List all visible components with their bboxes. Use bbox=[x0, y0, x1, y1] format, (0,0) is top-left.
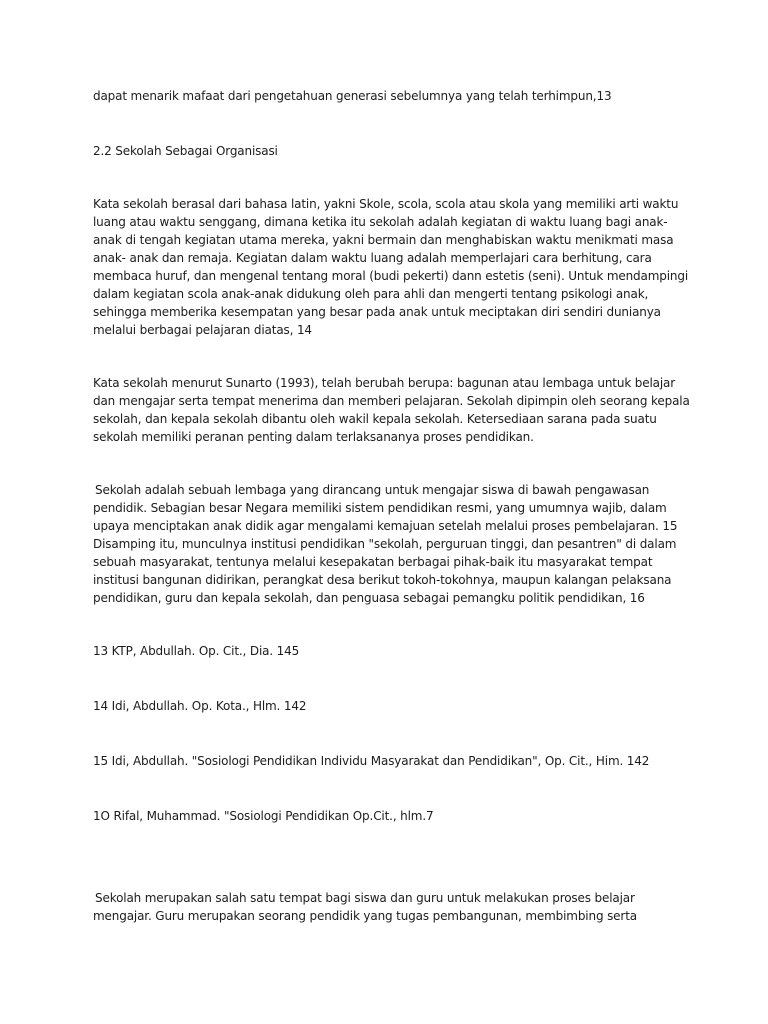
text-line: Sekolah adalah sebuah lembaga yang dirancang untuk mengajar siswa di bawah pengawasan bbox=[95, 483, 650, 497]
text-line: dan mengajar serta tempat menerima dan memberi pelajaran. Sekolah dipimpin oleh seorang kepala bbox=[93, 394, 690, 408]
text-line: mengajar. Guru merupakan seorang pendidik yang tugas pembangunan, membimbing serta bbox=[93, 909, 637, 923]
footnote-text: 15 Idi, Abdullah. "Sosiologi Pendidikan Individu Masyarakat dan Pendidikan", Op. Cit., Him. 142 bbox=[93, 754, 650, 768]
footnote-text: 1O Rifal, Muhammad. "Sosiologi Pendidikan Op.Cit., hlm.7 bbox=[93, 809, 434, 823]
text-line: anak- anak dan remaja. Kegiatan dalam waktu luang adalah memperlajari cara berhitung, cara bbox=[93, 251, 652, 265]
text-line: sekolah, dan kepala sekolah dibantu oleh wakil kepala sekolah. Ketersediaan sarana pada suatu bbox=[93, 412, 657, 426]
text-line: pendidik. Sebagian besar Negara memiliki sistem pendidikan resmi, yang umumnya wajib, dalam bbox=[93, 501, 667, 515]
text-line: Kata sekolah menurut Sunarto (1993), telah berubah berupa: bagunan atau lembaga untuk belajar bbox=[93, 376, 676, 390]
text-line: institusi bangunan didirikan, perangkat desa berikut tokoh-tokohnya, maupun kalangan pelaksana bbox=[93, 573, 672, 587]
text-line: dalam kegiatan scola anak-anak didukung oleh para ahli dan mengerti tentang psikologi anak, bbox=[93, 287, 649, 301]
text-line: sehingga memberika kesempatan yang besar pada anak untuk meciptakan diri sendiri dunianya bbox=[93, 305, 661, 319]
text-line: Sekolah merupakan salah satu tempat bagi siswa dan guru untuk melakukan proses belajar bbox=[95, 891, 635, 905]
heading-text: 2.2 Sekolah Sebagai Organisasi bbox=[93, 144, 278, 158]
text-line: membaca huruf, dan mengenal tentang moral (budi pekerti) dann estetis (seni). Untuk mendampingi bbox=[93, 269, 689, 283]
text-line: Disamping itu, munculnya institusi pendidikan "sekolah, perguruan tinggi, dan pesantren" di dalam bbox=[93, 537, 677, 551]
footnote-text: 13 KTP, Abdullah. Op. Cit., Dia. 145 bbox=[93, 644, 300, 658]
text-line: melalui berbagai pelajaran diatas, 14 bbox=[93, 323, 312, 337]
text-line: sekolah memiliki peranan penting dalam terlaksananya proses pendidikan. bbox=[93, 430, 534, 444]
text-line: pendidikan, guru dan kepala sekolah, dan penguasa sebagai pemangku politik pendidikan, 16 bbox=[93, 591, 645, 605]
text-line: dapat menarik mafaat dari pengetahuan generasi sebelumnya yang telah terhimpun,13 bbox=[93, 89, 612, 103]
text-line: luang atau waktu senggang, dimana ketika itu sekolah adalah kegiatan di waktu luang bagi anak- bbox=[93, 215, 668, 229]
footnote-text: 14 Idi, Abdullah. Op. Kota., Hlm. 142 bbox=[93, 699, 307, 713]
text-line: sebuah masyarakat, tentunya melalui kesepakatan berbagai pihak-baik itu masyarakat tempat bbox=[93, 555, 653, 569]
text-line: Kata sekolah berasal dari bahasa latin, yakni Skole, scola, scola atau skola yang memiliki arti waktu bbox=[93, 197, 679, 211]
text-line: anak di tengah kegiatan utama mereka, yakni bermain dan menghabiskan waktu menikmati masa bbox=[93, 233, 674, 247]
text-line: upaya menciptakan anak didik agar mengalami kemajuan setelah melalui proses pembelajaran. 15 bbox=[93, 519, 678, 533]
